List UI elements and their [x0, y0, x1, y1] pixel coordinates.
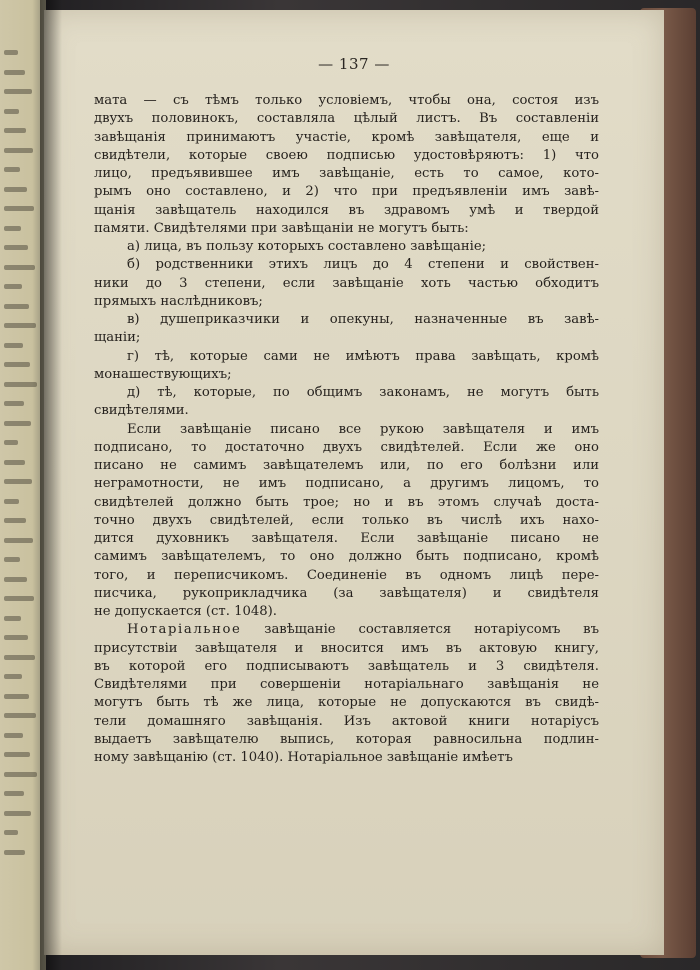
- facing-page-text-fragment: [4, 479, 32, 484]
- facing-page-text-fragment: [4, 538, 33, 543]
- paragraph: [94, 621, 599, 767]
- text-line: щанія завѣщатель находился въ здравомъ умѣ и твердой: [94, 202, 599, 218]
- text-line: писчика, рукоприкладчика (за завѣщателя) и свидѣтеля: [94, 585, 599, 601]
- facing-page-text-fragment: [4, 284, 22, 289]
- text-line: монашествующихъ;: [94, 366, 232, 382]
- spine-shadow: [40, 0, 62, 970]
- text-line: прямыхъ наслѣдниковъ;: [94, 293, 263, 309]
- facing-page-text-fragment: [4, 343, 23, 348]
- text-line: самимъ завѣщателемъ, то оно должно быть подписано, кромѣ: [94, 549, 599, 565]
- text-line: подписано, то достаточно двухъ свидѣтелей. Если же оно: [94, 439, 599, 455]
- facing-page-text-fragment: [4, 577, 27, 582]
- book-page: [44, 10, 664, 955]
- facing-page-text-fragment: [4, 50, 18, 55]
- text-line: д) тѣ, которые, по общимъ законамъ, не могутъ быть: [127, 385, 599, 400]
- text-line: мата — съ тѣмъ только условіемъ, чтобы она, состоя изъ: [94, 93, 599, 108]
- facing-page-text-fragment: [4, 401, 24, 406]
- facing-page-text-fragment: [4, 167, 20, 172]
- facing-page-text-fragment: [4, 128, 26, 133]
- facing-page-text-fragment: [4, 674, 22, 679]
- facing-page-text-fragment: [4, 850, 25, 855]
- text-line: г) тѣ, которые сами не имѣютъ права завѣщать, кромѣ: [127, 348, 599, 364]
- text-line: свидѣтелей должно быть трое; но и въ этомъ случаѣ доста-: [94, 494, 599, 510]
- facing-page-text-fragment: [4, 811, 31, 816]
- facing-page-text-fragment: [4, 713, 36, 718]
- facing-page-text-fragment: [4, 772, 37, 777]
- text-line: щаніи;: [94, 330, 141, 346]
- text-line: выдаетъ завѣщателю выпись, которая равносильна подлин-: [94, 731, 599, 747]
- facing-page-text-fragment: [4, 557, 20, 562]
- facing-page-text-fragment: [4, 440, 18, 445]
- text-line: а) лица, въ пользу которыхъ составлено завѣщаніе;: [127, 239, 487, 254]
- facing-page-text-fragment: [4, 421, 31, 426]
- facing-page-text-fragment: [4, 752, 30, 757]
- paragraph: [94, 421, 599, 622]
- paragraph: [94, 256, 599, 311]
- text-line: писано не самимъ завѣщателемъ или, по его болѣзни или: [94, 458, 599, 473]
- facing-page-text-fragment: [4, 733, 23, 738]
- facing-page-text-fragment: [4, 187, 27, 192]
- facing-page-text-fragment: [4, 89, 32, 94]
- text-line: неграмотности, не имъ подписано, а другимъ лицомъ, то: [94, 476, 599, 492]
- text-line: рымъ оно составлено, и 2) что при предъявленіи имъ завѣ-: [94, 184, 599, 200]
- text-line: ники до 3 степени, если завѣщаніе хоть частью обходитъ: [94, 275, 599, 291]
- text-line: Если завѣщаніе писано все рукою завѣщателя и имъ: [127, 421, 599, 437]
- text-line: могутъ быть тѣ же лица, которые не допускаются въ свидѣ-: [94, 695, 599, 711]
- facing-page-text-fragment: [4, 304, 29, 309]
- text-line: тели домашняго завѣщанія. Изъ актовой книги нотаріусъ: [94, 713, 599, 729]
- facing-page-text-fragment: [4, 460, 25, 465]
- text-line: не допускается (ст. 1048).: [94, 604, 277, 619]
- paragraph: [94, 384, 599, 421]
- facing-page-text-fragment: [4, 148, 33, 153]
- facing-page-text-fragment: [4, 265, 35, 270]
- text-line: памяти. Свидѣтелями при завѣщаніи не могутъ быть:: [94, 220, 469, 236]
- text-line: того, и переписчикомъ. Соединеніе въ одномъ лицѣ пере-: [94, 567, 599, 583]
- text-line: ному завѣщанію (ст. 1040). Нотаріальное завѣщаніе имѣетъ: [94, 750, 513, 765]
- text-line: б) родственники этихъ лицъ до 4 степени и свойствен-: [127, 257, 599, 273]
- text-line: дится духовникъ завѣщателя. Если завѣщаніе писано не: [94, 531, 599, 546]
- facing-page-text-fragment: [4, 109, 19, 114]
- facing-page-text-fragment: [4, 655, 35, 660]
- text-line: въ которой его подписываютъ завѣщатель и 3 свидѣтеля.: [94, 658, 599, 674]
- paragraph: [94, 238, 599, 256]
- facing-page-text-fragment: [4, 694, 29, 699]
- paragraph: [94, 311, 599, 348]
- facing-page-text-fragment: [4, 70, 25, 75]
- facing-page-text-fragment: [4, 518, 26, 523]
- text-line: свидѣтели, которые своею подписью удостовѣряютъ: 1) что: [94, 147, 599, 163]
- text-line: в) душеприказчики и опекуны, назначенные въ завѣ-: [127, 312, 599, 327]
- spaced-term: Нотаріальное: [127, 622, 242, 638]
- paragraph: [94, 348, 599, 385]
- text-line: Свидѣтелями при совершеніи нотаріальнаго завѣщанія не: [94, 677, 599, 692]
- facing-page-text-fragment: [4, 616, 21, 621]
- facing-page-text-fragment: [4, 830, 18, 835]
- facing-page-text-fragment: [4, 226, 21, 231]
- text-line: свидѣтелями.: [94, 403, 189, 419]
- text-line: лицо, предъявившее имъ завѣщаніе, есть то самое, кото-: [94, 166, 599, 181]
- facing-page-text-fragment: [4, 362, 30, 367]
- facing-page-text-fragment: [4, 323, 36, 328]
- facing-page-text-fragment: [4, 596, 34, 601]
- line-text: завѣщаніе составляется нотаріусомъ въ: [241, 622, 599, 638]
- page-number: — 137 —: [318, 55, 390, 73]
- text-line: точно двухъ свидѣтелей, если только въ числѣ ихъ нахо-: [94, 512, 599, 528]
- facing-page-text-fragment: [4, 206, 34, 211]
- text-line: присутствіи завѣщателя и вносится имъ въ актовую книгу,: [94, 640, 599, 656]
- facing-page-text-fragment: [4, 635, 28, 640]
- facing-page-text-fragment: [4, 499, 19, 504]
- facing-page-text-fragment: [4, 245, 28, 250]
- facing-page-text-fragment: [4, 791, 24, 796]
- text-line: [94, 621, 599, 639]
- paragraph: [94, 92, 599, 238]
- facing-page-text-fragment: [4, 382, 37, 387]
- page-body-text: [94, 92, 599, 767]
- text-line: завѣщанія принимаютъ участіе, кромѣ завѣщателя, еще и: [94, 129, 599, 145]
- text-line: двухъ половинокъ, составляла цѣлый листъ. Въ составленіи: [94, 111, 599, 127]
